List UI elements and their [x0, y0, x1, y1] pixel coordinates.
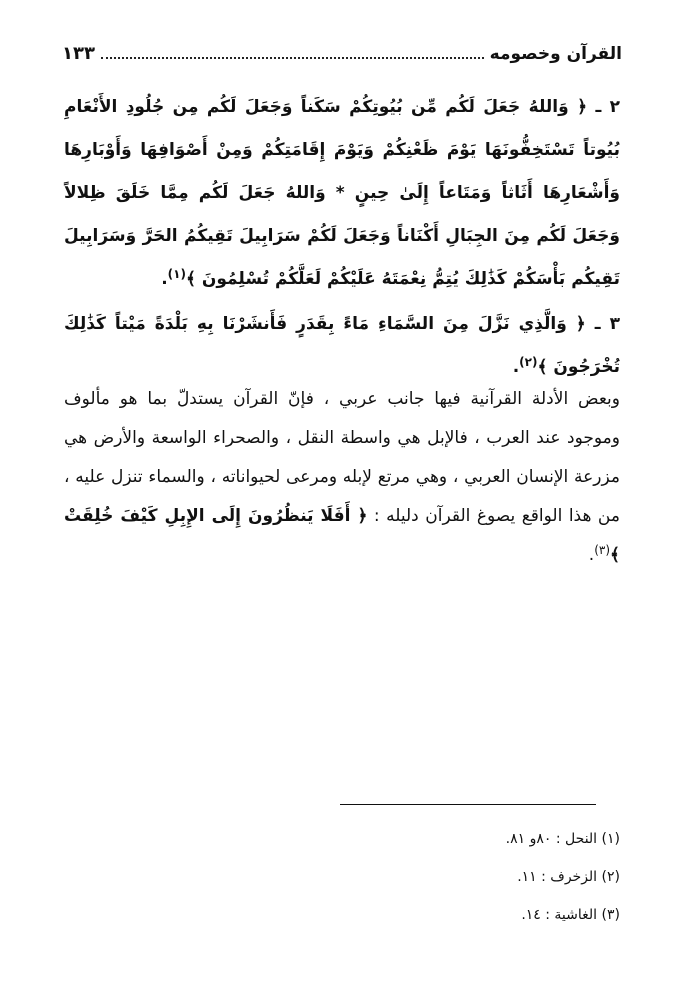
footnote-text: الغاشية : ١٤. [521, 907, 598, 923]
header-title: القرآن وخصومه [489, 44, 622, 64]
verse-number: ٣ ـ [594, 314, 620, 334]
quran-open-bracket: ﴿ [357, 506, 368, 526]
footnotes [64, 820, 620, 934]
verse-block-2 [64, 86, 620, 301]
quran-open-bracket: ﴿ [577, 97, 588, 117]
footnote-ref-3: (٣) [594, 543, 611, 557]
running-header [62, 30, 622, 64]
footnote-item [64, 896, 620, 934]
footnote-ref-2: (٢) [519, 355, 538, 369]
verse-end-period: . [161, 269, 168, 289]
paragraph-text: وبعض الأدلة القرآنية فيها جانب عربي ، فإنّ القرآن يستدلّ بما هو مألوف وموجود عند العرب ، فالإبل هي واسطة النقل ، والصحراء الواسعة والأرض هي مزرعة الإنسان العربي ، وهي مرتع لإبله ومرعى لحيواناته ، والسماء تنزل عليه ، من هذا الواقع يصوغ القرآن دليله : [64, 389, 620, 526]
body-paragraph [64, 380, 620, 575]
paragraph-end-period: . [588, 545, 595, 565]
page-number: ١٣٣ [62, 43, 95, 64]
quran-open-bracket: ﴿ [575, 314, 586, 334]
footnote-item [64, 820, 620, 858]
footnote-mark: (١) [601, 831, 620, 847]
verse-end-period: . [512, 357, 520, 377]
footnote-item [64, 858, 620, 896]
quran-close-bracket: ﴾ [185, 269, 196, 289]
verse-number: ٢ ـ [595, 97, 621, 117]
quran-close-bracket: ﴾ [537, 357, 548, 377]
footnote-mark: (٢) [601, 869, 620, 885]
footnote-mark: (٣) [601, 907, 620, 923]
header-dot-leader [101, 57, 484, 59]
footnote-text: الزخرف : ١١. [517, 869, 598, 885]
footnote-divider [340, 804, 596, 805]
verse-text: وَاللهُ جَعَلَ لَكُم مِّن بُيُوتِكُمْ سَكَناً وَجَعَلَ لَكُم مِن جُلُودِ الأَنْعَامِ بُيُوتاً تَسْتَخِفُّونَهَا يَوْمَ ظَعْنِكُمْ وَيَوْمَ إِقَامَتِكُمْ وَمِنْ أَصْوَافِهَا وَأَوْبَارِهَا وَأَشْعَارِهَا أَثَاثاً وَمَتَاعاً إِلَىٰ حِينٍ * وَاللهُ جَعَلَ لَكُم مِمَّا خَلَقَ ظِلالاً وَجَعَلَ لَكُم مِنَ الجِبَالِ أَكْنَاناً وَجَعَلَ لَكُمْ سَرَابِيلَ تَقِيكُمُ الحَرَّ وَسَرَابِيلَ تَقِيكُم بَأْسَكُمْ كَذَٰلِكَ يُتِمُّ نِعْمَتَهُ عَلَيْكُمْ لَعَلَّكُمْ تُسْلِمُونَ [64, 97, 620, 289]
quoted-verse: أَفَلَا يَنظُرُونَ إِلَى الإِبِلِ كَيْفَ خُلِقَتْ [64, 506, 351, 526]
footnote-ref-1: (١) [167, 267, 186, 281]
verse-text: وَالَّذِي نَزَّلَ مِنَ السَّمَاءِ مَاءً بِقَدَرٍ فَأَنشَرْنَا بِهِ بَلْدَةً مَيْتاً كَذَٰلِكَ تُخْرَجُونَ [64, 314, 620, 377]
verse-block-3 [64, 303, 620, 389]
quran-close-bracket: ﴾ [610, 545, 620, 565]
footnote-text: النحل : ٨٠و ٨١. [505, 831, 598, 847]
